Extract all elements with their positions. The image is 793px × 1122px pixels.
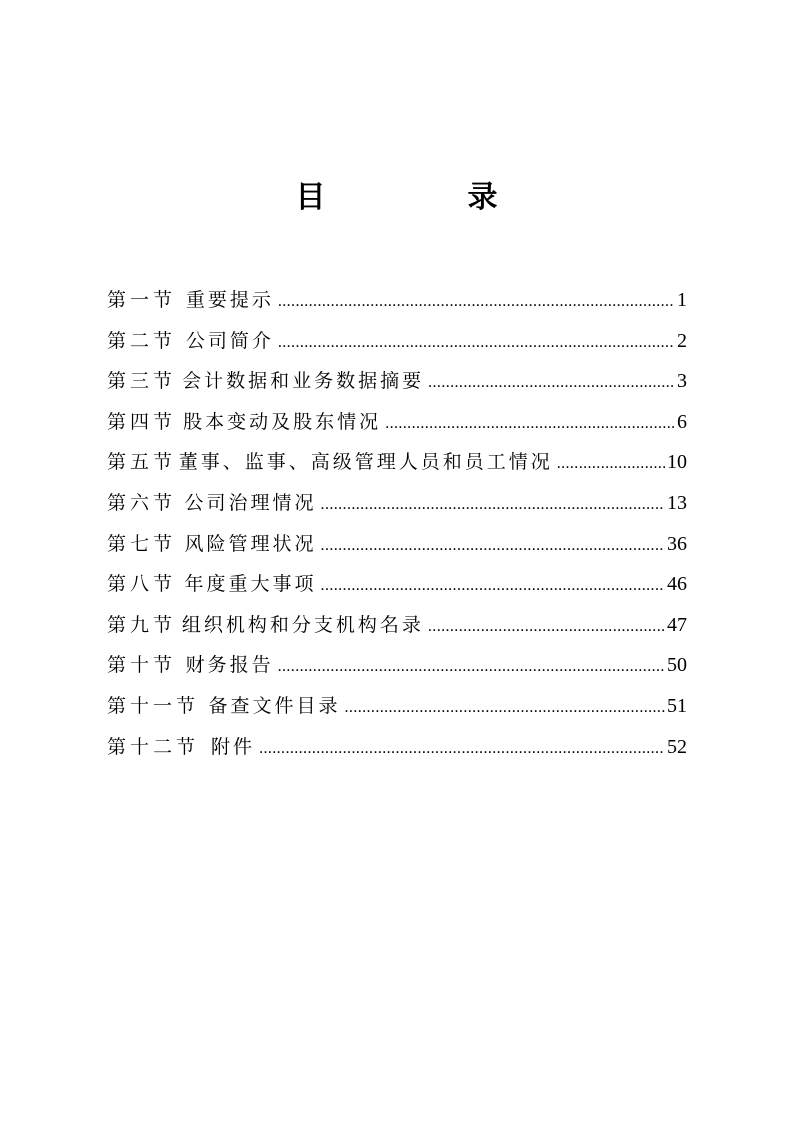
- toc-dot-leader: [557, 450, 665, 478]
- toc-entry[interactable]: [107, 327, 687, 368]
- toc-dot-leader: [278, 329, 675, 357]
- toc-page-number: 1: [677, 289, 687, 311]
- toc-dot-leader: [385, 410, 675, 438]
- toc-page-number: 46: [667, 573, 687, 596]
- toc-section-number: 第一节: [107, 289, 177, 311]
- toc-title: 目 录: [295, 180, 554, 215]
- toc-dot-leader: [321, 491, 665, 519]
- toc-entry[interactable]: [107, 651, 687, 692]
- toc-entry[interactable]: [107, 692, 687, 733]
- toc-page-number: 10: [667, 451, 687, 474]
- toc-section-number: 第六节: [107, 491, 177, 514]
- toc-section-title: 风险管理状况: [184, 532, 317, 555]
- toc-section-number: 第五节: [107, 451, 177, 474]
- toc-section-title: 重要提示: [185, 289, 274, 311]
- toc-page-number: 36: [667, 532, 687, 555]
- toc-section-number: 第十二节: [107, 735, 200, 758]
- toc-page-number: 13: [667, 491, 687, 514]
- toc-page-number: 52: [667, 735, 687, 758]
- toc-page-number: 50: [667, 654, 687, 677]
- toc-section-number: 第十节: [107, 654, 177, 677]
- toc-entry[interactable]: [107, 489, 687, 530]
- toc-section-title: 公司治理情况: [184, 491, 317, 514]
- toc-section-number: 第三节: [107, 370, 177, 393]
- toc-dot-leader: [278, 288, 675, 316]
- toc-section-number: 第九节: [107, 613, 177, 636]
- toc-section-number: 第十一节: [107, 694, 200, 717]
- toc-section-title: 公司简介: [185, 329, 274, 352]
- toc-page-number: 47: [667, 613, 687, 636]
- toc-section-number: 第七节: [107, 532, 177, 555]
- toc-entry[interactable]: [107, 408, 687, 449]
- toc-entry[interactable]: [107, 367, 687, 408]
- toc-page-number: 3: [677, 370, 687, 393]
- toc-list: [107, 286, 687, 773]
- toc-entry[interactable]: [107, 530, 687, 571]
- toc-entry[interactable]: [107, 611, 687, 652]
- toc-dot-leader: [321, 572, 665, 600]
- toc-section-title: 附件: [211, 735, 256, 758]
- toc-dot-leader: [259, 735, 665, 763]
- toc-page-number: 51: [667, 694, 687, 717]
- toc-entry[interactable]: [107, 448, 687, 489]
- toc-dot-leader: [321, 532, 665, 560]
- toc-section-number: 第二节: [107, 329, 177, 352]
- toc-dot-leader: [428, 613, 665, 641]
- toc-dot-leader: [345, 694, 665, 722]
- toc-section-title: 组织机构和分支机构名录: [181, 613, 424, 636]
- toc-section-number: 第八节: [107, 573, 177, 596]
- toc-section-title: 董事、监事、高级管理人员和员工情况: [178, 451, 553, 474]
- toc-entry[interactable]: [107, 286, 687, 327]
- toc-dot-leader: [278, 653, 665, 681]
- toc-entry[interactable]: [107, 733, 687, 774]
- toc-section-number: 第四节: [107, 410, 177, 433]
- toc-section-title: 会计数据和业务数据摘要: [182, 370, 425, 393]
- toc-page-number: 2: [677, 329, 687, 352]
- toc-section-title: 股本变动及股东情况: [183, 410, 382, 433]
- toc-section-title: 备查文件目录: [208, 694, 341, 717]
- toc-entry[interactable]: [107, 570, 687, 611]
- toc-page-number: 6: [677, 410, 687, 433]
- toc-section-title: 年度重大事项: [184, 573, 317, 596]
- toc-section-title: 财务报告: [185, 654, 274, 677]
- toc-dot-leader: [428, 369, 675, 397]
